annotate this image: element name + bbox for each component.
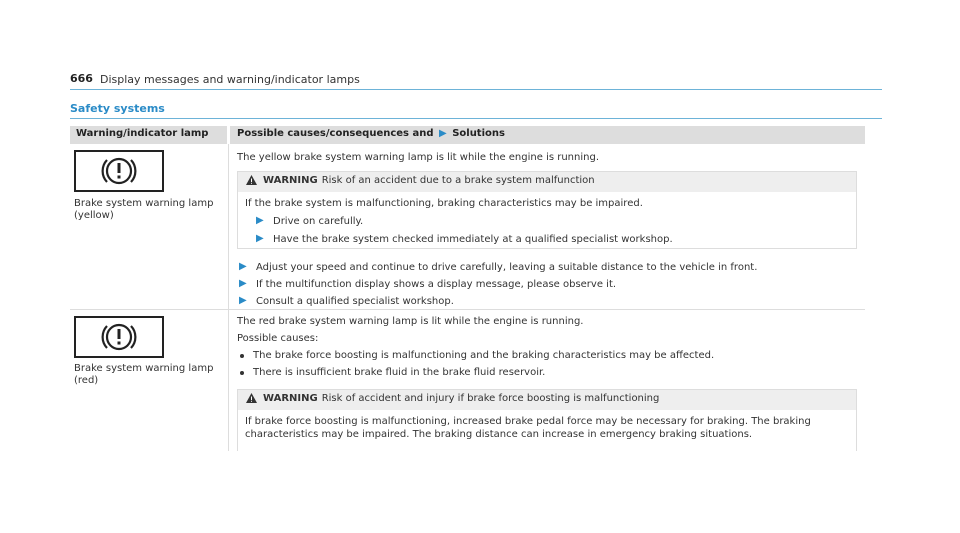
play-arrow-icon: ▶ bbox=[256, 233, 264, 244]
column-header-causes bbox=[230, 126, 865, 144]
row1-intro: The yellow brake system warning lamp is lit while the engine is running. bbox=[237, 152, 599, 163]
causes-label: Possible causes: bbox=[237, 333, 319, 344]
lamp-label bbox=[74, 198, 213, 222]
column-header-lamp: Warning/indicator lamp bbox=[70, 126, 227, 144]
page-header-title: Display messages and warning/indicator lamps bbox=[100, 73, 360, 86]
play-arrow-icon: ▶ bbox=[439, 128, 447, 139]
brake-warning-lamp-icon bbox=[74, 316, 164, 358]
bullet-dot bbox=[240, 354, 244, 358]
column-header-causes-label: Possible causes/consequences and bbox=[237, 128, 434, 139]
lamp-label bbox=[74, 363, 213, 387]
warning-step: Have the brake system checked immediately at a qualified specialist workshop. bbox=[273, 234, 673, 245]
solution-step: Adjust your speed and continue to drive carefully, leaving a suitable distance to the vehicle in front. bbox=[256, 262, 758, 273]
warning-body-line1: If brake force boosting is malfunctioning, increased brake pedal force may be necessary for braking. The braking bbox=[245, 416, 811, 427]
page-header bbox=[70, 72, 882, 90]
warning-body-line2: characteristics may be impaired. The braking distance can increase in emergency braking situations. bbox=[245, 429, 753, 440]
page-number: 666 bbox=[70, 72, 93, 85]
warning-title: WARNING bbox=[263, 175, 318, 186]
column-divider bbox=[228, 144, 229, 451]
column-header-solutions-label: Solutions bbox=[452, 128, 505, 139]
lamp-label-line1: Brake system warning lamp bbox=[74, 363, 214, 374]
cause-item: There is insufficient brake fluid in the brake fluid reservoir. bbox=[253, 367, 546, 378]
warning-text: Risk of an accident due to a brake system malfunction bbox=[321, 175, 595, 186]
play-arrow-icon: ▶ bbox=[239, 295, 247, 306]
lamp-label-line2: (yellow) bbox=[74, 210, 114, 221]
warning-text: Risk of accident and injury if brake force boosting is malfunctioning bbox=[321, 393, 660, 404]
lamp-label-line2: (red) bbox=[74, 375, 99, 386]
solution-step: If the multifunction display shows a display message, please observe it. bbox=[256, 279, 617, 290]
cause-item: The brake force boosting is malfunctioning and the braking characteristics may be affected. bbox=[253, 350, 715, 361]
bullet-dot bbox=[240, 371, 244, 375]
play-arrow-icon: ▶ bbox=[256, 215, 264, 226]
warning-title: WARNING bbox=[263, 393, 318, 404]
row-divider bbox=[70, 309, 865, 310]
lamp-label-line1: Brake system warning lamp bbox=[74, 198, 214, 209]
warning-body: If the brake system is malfunctioning, braking characteristics may be impaired. bbox=[245, 198, 643, 209]
warning-box-header bbox=[238, 172, 856, 192]
warning-box-header bbox=[238, 390, 856, 410]
section-title: Safety systems bbox=[70, 102, 165, 115]
play-arrow-icon: ▶ bbox=[239, 278, 247, 289]
table-header bbox=[70, 126, 865, 144]
solution-step: Consult a qualified specialist workshop. bbox=[256, 296, 454, 307]
row2-intro: The red brake system warning lamp is lit while the engine is running. bbox=[237, 316, 584, 327]
warning-box bbox=[237, 171, 857, 249]
warning-triangle-icon bbox=[246, 393, 257, 406]
warning-box bbox=[237, 389, 857, 451]
warning-step: Drive on carefully. bbox=[273, 216, 364, 227]
brake-warning-lamp-icon bbox=[74, 150, 164, 192]
section-divider bbox=[70, 118, 882, 119]
warning-triangle-icon bbox=[246, 175, 257, 188]
warning-lamp-table bbox=[70, 126, 865, 451]
play-arrow-icon: ▶ bbox=[239, 261, 247, 272]
